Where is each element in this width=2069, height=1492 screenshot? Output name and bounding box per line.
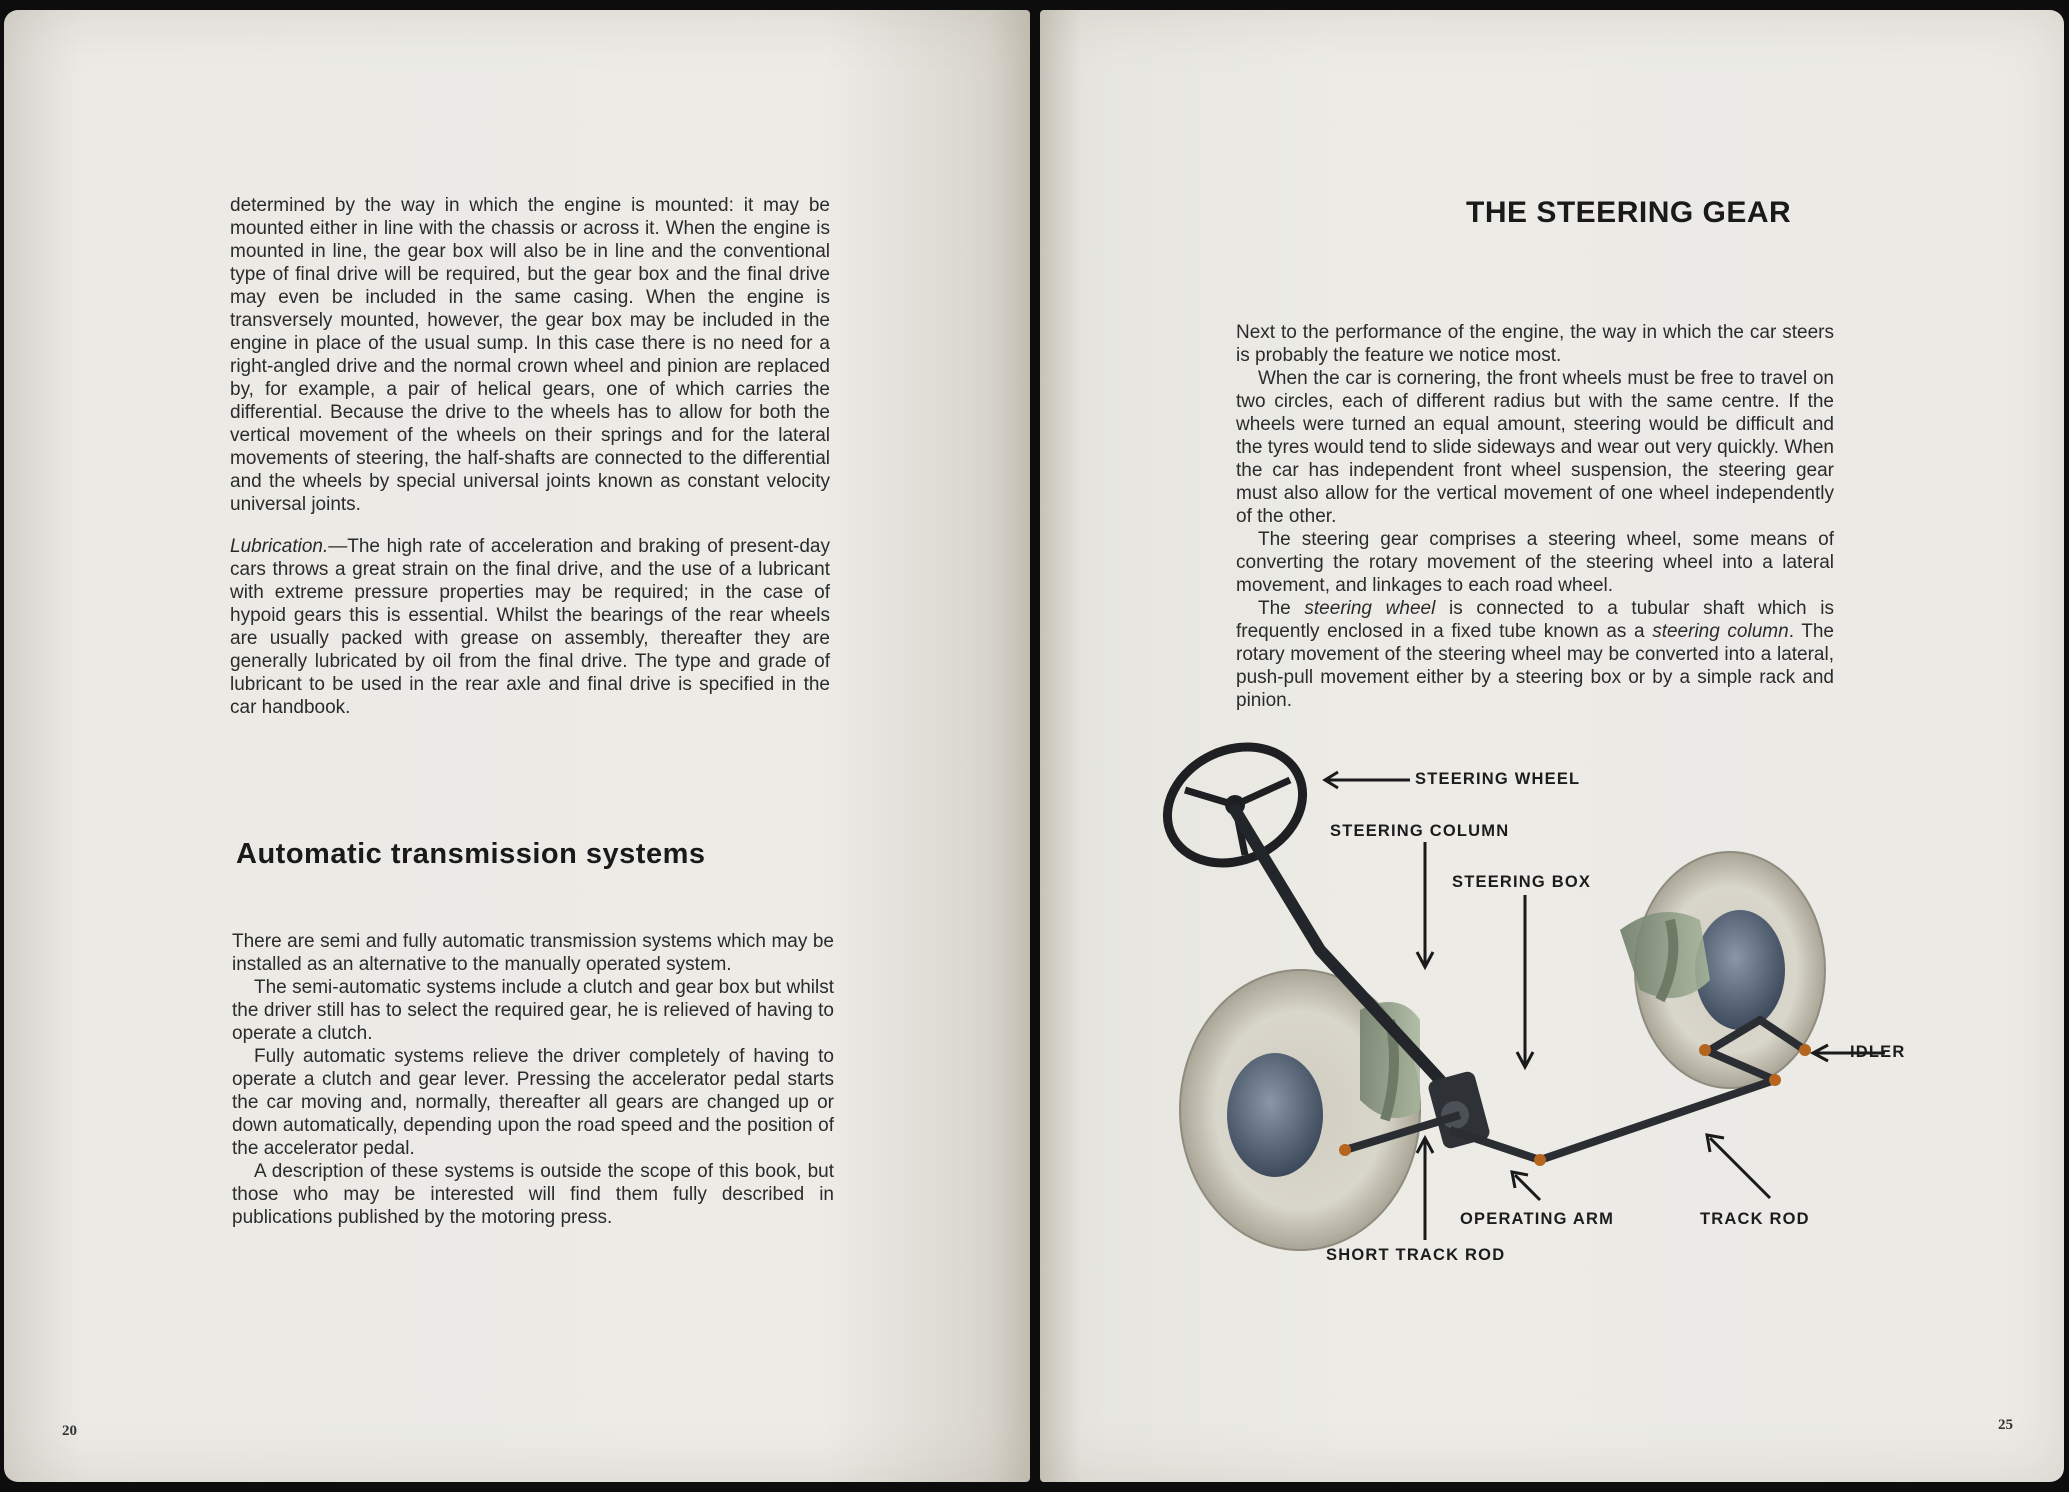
label-operating-arm: OPERATING ARM [1460, 1210, 1615, 1228]
page-title: THE STEERING GEAR [1466, 196, 1792, 229]
left-page [4, 10, 1030, 1482]
paragraph: The steering gear comprises a steering wheel, some means of converting the rotary movement of the steering wheel into a lateral movement, and linkages to each road wheel. [1236, 529, 1834, 596]
label-steering-wheel: STEERING WHEEL [1415, 770, 1581, 788]
paragraph: determined by the way in which the engine is mounted: it may be mounted either in line with the chassis or across it. When the engine is mounted in line, the gear box will also be in line and the conventional type of final drive will be required, but the gear box and the final drive may even be included in the same casing. When the engine is transversely mounted, however, the gear box may be included in the engine in place of the usual sump. In this case there is no need for a right-angled drive and the normal crown wheel and pinion are replaced by, for example, a pair of helical gears, one of which carries the differential. Because the drive to the wheels has to allow for both the vertical movement of the wheels on their springs and for the lateral movements of steering, the half-shafts are connected to the differential and the wheels by special universal joints known as constant velocity universal joints. [230, 195, 830, 515]
right-wheel-icon [1620, 852, 1825, 1088]
section-heading: Automatic transmission systems [236, 838, 706, 870]
label-steering-column: STEERING COLUMN [1330, 822, 1510, 840]
left-text-block [230, 194, 830, 719]
right-text-block [1236, 321, 1834, 712]
label-short-track-rod: SHORT TRACK ROD [1326, 1246, 1506, 1264]
steering-gear-diagram [1150, 720, 1930, 1280]
paragraph [1236, 597, 1834, 712]
paragraph: A description of these systems is outside the scope of this book, but those who may be interested will find them fully described in publications published by the motoring press. [232, 1161, 834, 1228]
page-number: 20 [62, 1423, 77, 1439]
paragraph: Next to the performance of the engine, the way in which the car steers is probably the feature we notice most. [1236, 322, 1834, 366]
steering-illustration [1150, 720, 1930, 1280]
italic-term: steering wheel [1304, 598, 1436, 619]
run-in-heading: Lubrication. [230, 536, 329, 557]
text-run: The [1258, 598, 1305, 619]
text-run: . The rotary movement of the steering wheel may be converted into a lateral, push-pull movement either by a steering box or by a simple rack and pinion. [1236, 621, 1834, 711]
left-text-block-2 [232, 930, 834, 1229]
label-track-rod: TRACK ROD [1700, 1210, 1810, 1228]
paragraph: The semi-automatic systems include a clutch and gear box but whilst the driver still has to select the required gear, he is relieved of having to operate a clutch. [232, 977, 834, 1044]
paragraph: When the car is cornering, the front wheels must be free to travel on two circles, each of different radius but with the same centre. If the wheels were turned an equal amount, steering would be difficult and the tyres would tend to slide sideways and wear out very quickly. When the car has independent front wheel suspension, the steering gear must also allow for the vertical movement of one wheel independently of the other. [1236, 368, 1834, 527]
italic-term: steering column [1652, 621, 1789, 642]
page-number: 25 [1998, 1417, 2013, 1433]
paragraph-lubrication [230, 535, 830, 719]
paragraph: There are semi and fully automatic transmission systems which may be installed as an alternative to the manually operated system. [232, 931, 834, 975]
paragraph-text: —The high rate of acceleration and braking of present-day cars throws a great strain on the final drive, and the use of a lubricant with extreme pressure properties may be required; in the case of hypoid gears this is essential. Whilst the bearings of the rear wheels are usually packed with grease on assembly, thereafter they are generally lubricated by oil from the final drive. The type and grade of lubricant to be used in the rear axle and final drive is specified in the car handbook. [230, 536, 830, 718]
label-steering-box: STEERING BOX [1452, 873, 1592, 891]
text-run: is connected to a tubular shaft which is frequently enclosed in a fixed tube known as a [1236, 598, 1834, 642]
label-idler: IDLER [1850, 1043, 1906, 1061]
track-rod-icon [1540, 1080, 1775, 1160]
paragraph: Fully automatic systems relieve the driver completely of having to operate a clutch and gear lever. Pressing the accelerator pedal starts the car moving and, normally, thereafter all gears are changed up or down automatically, depending upon the road speed and the position of the accelerator pedal. [232, 1046, 834, 1159]
